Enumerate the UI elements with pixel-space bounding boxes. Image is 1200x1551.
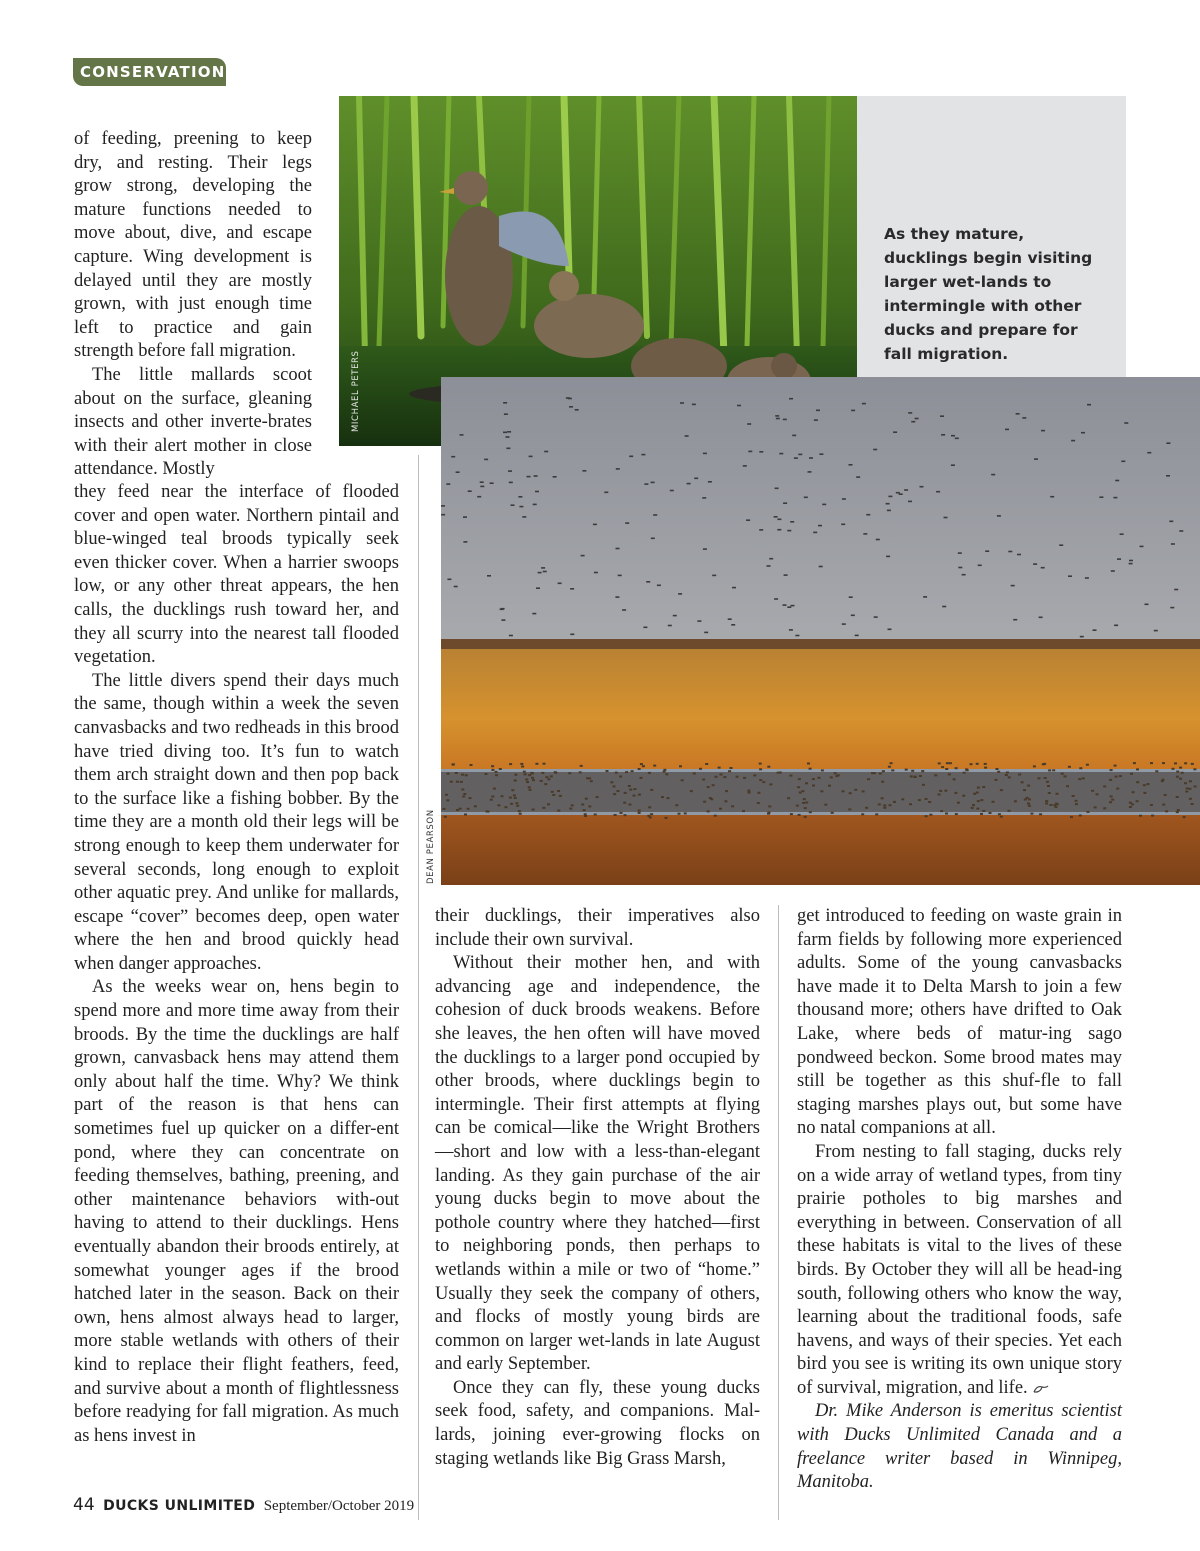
paragraph: The little mallards scoot about on the surface, gleaning insects and other inverte-brates with their alert mother in close attendance. Mostly	[74, 364, 312, 480]
photo-caption: As they mature, ducklings begin visiting larger wet-lands to intermingle with other ducks and prepare for fall migration.	[884, 225, 1093, 363]
paragraph: of feeding, preening to keep dry, and resting. Their legs grow strong, developing the mature functions needed to move about, dive, and escape capture. Wing development is delayed until they are mostly grown, with just enough time left to practice and gain strength before fall migration.	[74, 129, 312, 362]
du-end-mark-icon	[1032, 1383, 1050, 1395]
page-number: 44	[73, 1495, 95, 1515]
column-3	[797, 905, 1122, 1495]
column-divider	[418, 455, 419, 1520]
paragraph-text: From nesting to fall staging, ducks rely on a wide array of wetland types, from tiny prairie potholes to big marshes and everything in between. Conservation of all these habitats is vital to the lives of these birds. By October they will all be head-ing south, following others who know the way, learning about the traditional foods, safe havens, and ways of their species. Yet each bird you see is writing its own unique story of survival, migration, and life.	[797, 1141, 1122, 1398]
photo-credit: MICHAEL PETERS	[351, 350, 361, 432]
paragraph: Without their mother hen, and with advancing age and independence, the cohesion of duck broods weakens. Before she leaves, the hen often will have moved the ducklings to a larger pond occupied by other broods, where ducklings begin to intermingle. Their first attempts at flying can be comical—like the Wright Brothers—short and low with a less-than-elegant landing. As they gain purchase of the air young ducks begin to move about the pothole country where they hatched—first to neighboring ponds, then perhaps to wetlands within a mile or two of “home.” Usually they seek the company of others, and flocks of mostly young birds are common on larger wet-lands in late August and early September.	[435, 953, 760, 1375]
paragraph: their ducklings, their imperatives also include their own survival.	[435, 906, 760, 950]
column-divider	[778, 905, 779, 1520]
paragraph: The little divers spend their days much the same, though within a week the seven canvasbacks and two redheads in this brood have tried diving too. It’s fun to watch them arch straight down and then pop back to the surface like a fishing bobber. By the time they are a month old their legs will be strong enough to keep them underwater for several seconds, long enough to exploit other aquatic prey. And unlike for mallards, escape “cover” becomes deep, open water where the hen and brood quickly head when danger approaches.	[74, 670, 399, 974]
column-1-top	[74, 128, 312, 482]
magazine-name: DUCKS UNLIMITED	[103, 1498, 256, 1514]
paragraph	[797, 1141, 1122, 1401]
paragraph: As the weeks wear on, hens begin to spend more and more time away from their broods. By the time the ducklings are half grown, canvasback hens may attend them only about half the time. Why? We think part of the reason is that hens can sometimes fuel up quicker on a differ-ent pond, where they can concentrate on feeding themselves, bathing, preening, and other maintenance behaviors with-out having to attend to their ducklings. Hens eventually abandon their broods entirely, at somewhat younger ages if the brood hatched later in the season. Back on their own, hens almost always head to larger, more stable wetlands with others of their kind to replace their flight feathers, feed, and survive about a month of flightlessness before readying for fall migration. As much as hens invest in	[74, 977, 399, 1446]
column-2	[435, 905, 760, 1471]
marsh-flock-photo	[441, 377, 1200, 885]
paragraph-text: get introduced to feeding on waste grain in farm fields by following more experienced adults. Some of the young canvasbacks have made it to Delta Marsh to join a few thousand more; others have drifted to Oak Lake, where beds of matur-ing sago pondweed beckon. Some brood mates may still be together as this shuf-fle to fall staging marshes plays out, but some have no natal companions at all.	[797, 906, 1122, 1139]
paragraph: they feed near the interface of flooded cover and open water. Northern pintail and blue-winged teal broods typically seek even thicker cover. When a harrier swoops low, or any other threat appears, the hen calls, the ducklings rush toward her, and they all scurry into the nearest tall flooded vegetation.	[74, 482, 399, 668]
photo-credit: DEAN PEARSON	[426, 809, 436, 884]
issue-date: September/October 2019	[263, 1498, 415, 1514]
page-footer	[73, 1495, 414, 1515]
section-tag: CONSERVATION	[73, 58, 226, 86]
paragraph	[797, 905, 1122, 1141]
paragraph: Once they can fly, these young ducks seek food, safety, and companions. Mal-lards, joining ever-growing flocks on staging wetlands like Big Grass Marsh,	[435, 1377, 760, 1469]
column-1-bottom	[74, 481, 399, 1448]
marsh-flock-photo-image	[441, 377, 1200, 885]
author-byline: Dr. Mike Anderson is emeritus scientist with Ducks Unlimited Canada and a freelance writer based in Winnipeg, Manitoba.	[797, 1401, 1122, 1493]
